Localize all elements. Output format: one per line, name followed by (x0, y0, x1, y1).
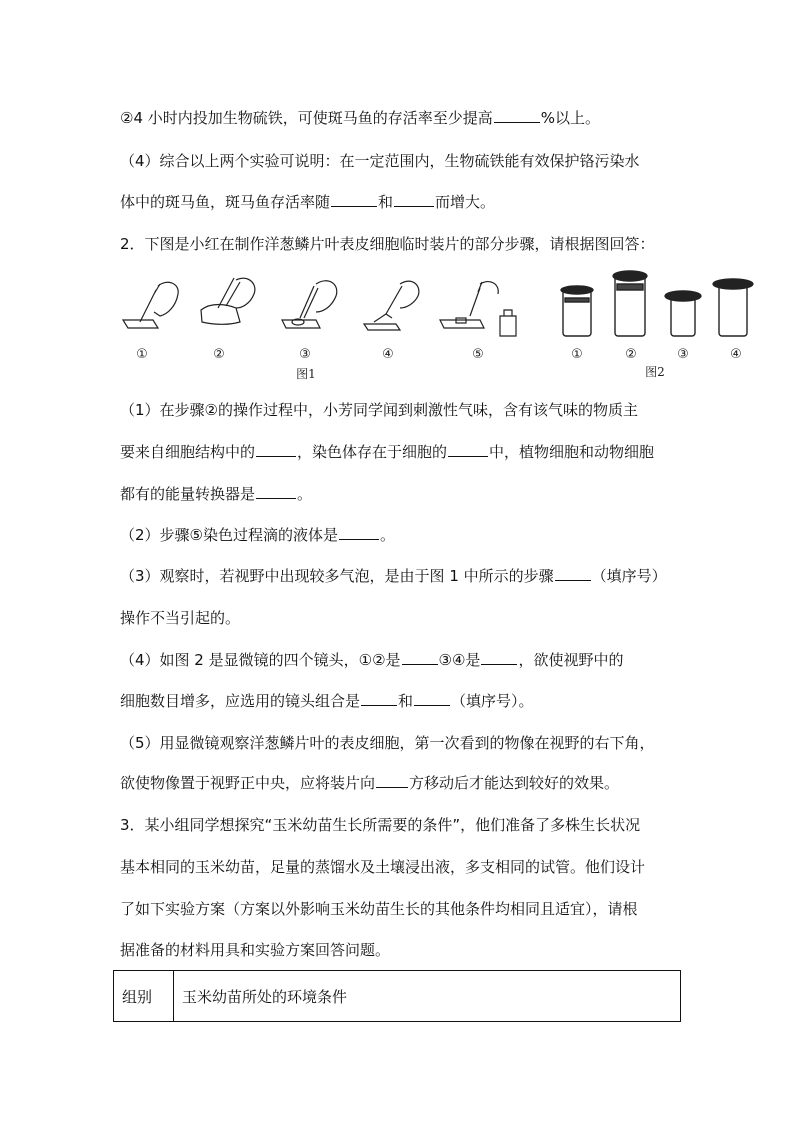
lens-label: ① (571, 347, 583, 362)
text-line (120, 566, 667, 586)
figure-1-caption: 图1 (296, 367, 316, 381)
text-line (120, 899, 638, 919)
answer-blank[interactable] (481, 650, 517, 665)
line-text: ②4 小时内投加生物硫铁，可使斑马鱼的存活率至少提高 (120, 109, 493, 127)
line-text: （5）用显微镜观察洋葱鳞片叶的表皮细胞，第一次看到的物像在视野的右下角， (120, 734, 655, 752)
line-text: （4）综合以上两个实验可说明：在一定范围内，生物硫铁能有效保护铬污染水 (120, 152, 640, 170)
line-text: 而增大。 (435, 193, 496, 211)
lens-1-illustration (561, 286, 593, 336)
lens-4-illustration (713, 279, 753, 336)
text-line (120, 192, 495, 212)
line-text: 据准备的材料用具和实验方案回答问题。 (120, 941, 391, 959)
line-text: 。 (297, 485, 313, 503)
line-text: （3）观察时，若视野中出现较多气泡，是由于图 1 中所示的步骤 (120, 567, 554, 585)
figure-1-steps (118, 272, 518, 384)
question-3-title (120, 815, 640, 835)
step-4-illustration (364, 281, 419, 330)
text-line (120, 773, 619, 793)
lens-label: ③ (677, 347, 689, 362)
line-text: 操作不当引起的。 (120, 609, 241, 627)
line-text: ③④是 (438, 651, 481, 669)
table-header-conditions: 玉米幼苗所处的环境条件 (182, 988, 348, 1006)
text-line (120, 940, 390, 960)
figure-area (118, 272, 778, 384)
step-label: ③ (299, 347, 311, 362)
figure-2-lenses (543, 266, 783, 378)
line-text: 欲使物像置于视野正中央，应将装片向 (120, 774, 376, 792)
text-line (120, 525, 395, 545)
line-text: 基本相同的玉米幼苗，足量的蒸馏水及土壤浸出液，多支相同的试管。他们设计 (120, 858, 646, 876)
line-text: 要来自细胞结构中的 (120, 443, 256, 461)
step-1-illustration (123, 282, 178, 328)
step-2-illustration (201, 278, 255, 324)
step-3-illustration (282, 281, 337, 328)
line-text: 和 (398, 692, 414, 710)
answer-blank[interactable] (414, 691, 450, 706)
line-text: 了如下实验方案（方案以外影响玉米幼苗生长的其他条件均相同且适宜），请根 (120, 900, 638, 918)
figure-2-caption: 图2 (645, 365, 665, 378)
table-header-group: 组别 (122, 988, 153, 1006)
line-text: （填序号） (591, 567, 667, 585)
step-label: ⑤ (472, 347, 484, 362)
line-text: 细胞数目增多，应选用的镜头组合是 (120, 692, 361, 710)
answer-blank[interactable] (256, 484, 296, 499)
answer-blank[interactable] (494, 108, 540, 123)
line-text: 。 (380, 526, 396, 544)
line-text: 3．某小组同学想探究“玉米幼苗生长所需要的条件”，他们准备了多株生长状况 (120, 816, 641, 834)
text-line (120, 608, 240, 628)
lens-2-illustration (613, 271, 647, 336)
line-text: （4）如图 2 是显微镜的四个镜头，①②是 (120, 651, 401, 669)
answer-blank[interactable] (394, 192, 434, 207)
line-text: 体中的斑马鱼，斑马鱼存活率随 (120, 193, 331, 211)
answer-blank[interactable] (339, 525, 379, 540)
line-text: 和 (378, 193, 394, 211)
question-2-title (120, 234, 655, 254)
answer-blank[interactable] (402, 650, 438, 665)
text-line (120, 108, 600, 128)
text-line (120, 151, 640, 171)
line-text: （1）在步骤②的操作过程中，小芳同学闻到刺激性气味，含有该气味的物质主 (120, 401, 638, 419)
lens-3-illustration (665, 291, 701, 336)
step-label: ② (213, 347, 225, 362)
line-text: 中，植物细胞和动物细胞 (489, 443, 655, 461)
text-line (120, 691, 534, 711)
answer-blank[interactable] (331, 192, 377, 207)
text-line (120, 484, 312, 504)
line-text: %以上。 (540, 109, 601, 127)
text-line (120, 857, 645, 877)
answer-blank[interactable] (376, 773, 408, 788)
lens-label: ④ (730, 347, 742, 362)
step-label: ④ (382, 347, 394, 362)
line-text: （2）步骤⑤染色过程滴的液体是 (120, 526, 338, 544)
line-text: ，染色体存在于细胞的 (297, 443, 448, 461)
answer-blank[interactable] (448, 442, 488, 457)
text-line (120, 733, 655, 753)
line-text: 都有的能量转换器是 (120, 485, 256, 503)
line-text: ，欲使视野中的 (518, 651, 624, 669)
answer-blank[interactable] (555, 566, 591, 581)
line-text: 2．下图是小红在制作洋葱鳞片叶表皮细胞临时装片的部分步骤，请根据图回答： (120, 235, 655, 253)
step-label: ① (136, 347, 148, 362)
lens-label: ② (625, 347, 637, 362)
step-5-illustration (440, 282, 516, 336)
text-line (120, 650, 623, 670)
line-text: （填序号）。 (451, 692, 534, 710)
text-line (120, 400, 638, 420)
answer-blank[interactable] (256, 442, 296, 457)
line-text: 方移动后才能达到较好的效果。 (409, 774, 620, 792)
experiment-table (113, 970, 681, 1022)
answer-blank[interactable] (361, 691, 397, 706)
text-line (120, 442, 654, 462)
